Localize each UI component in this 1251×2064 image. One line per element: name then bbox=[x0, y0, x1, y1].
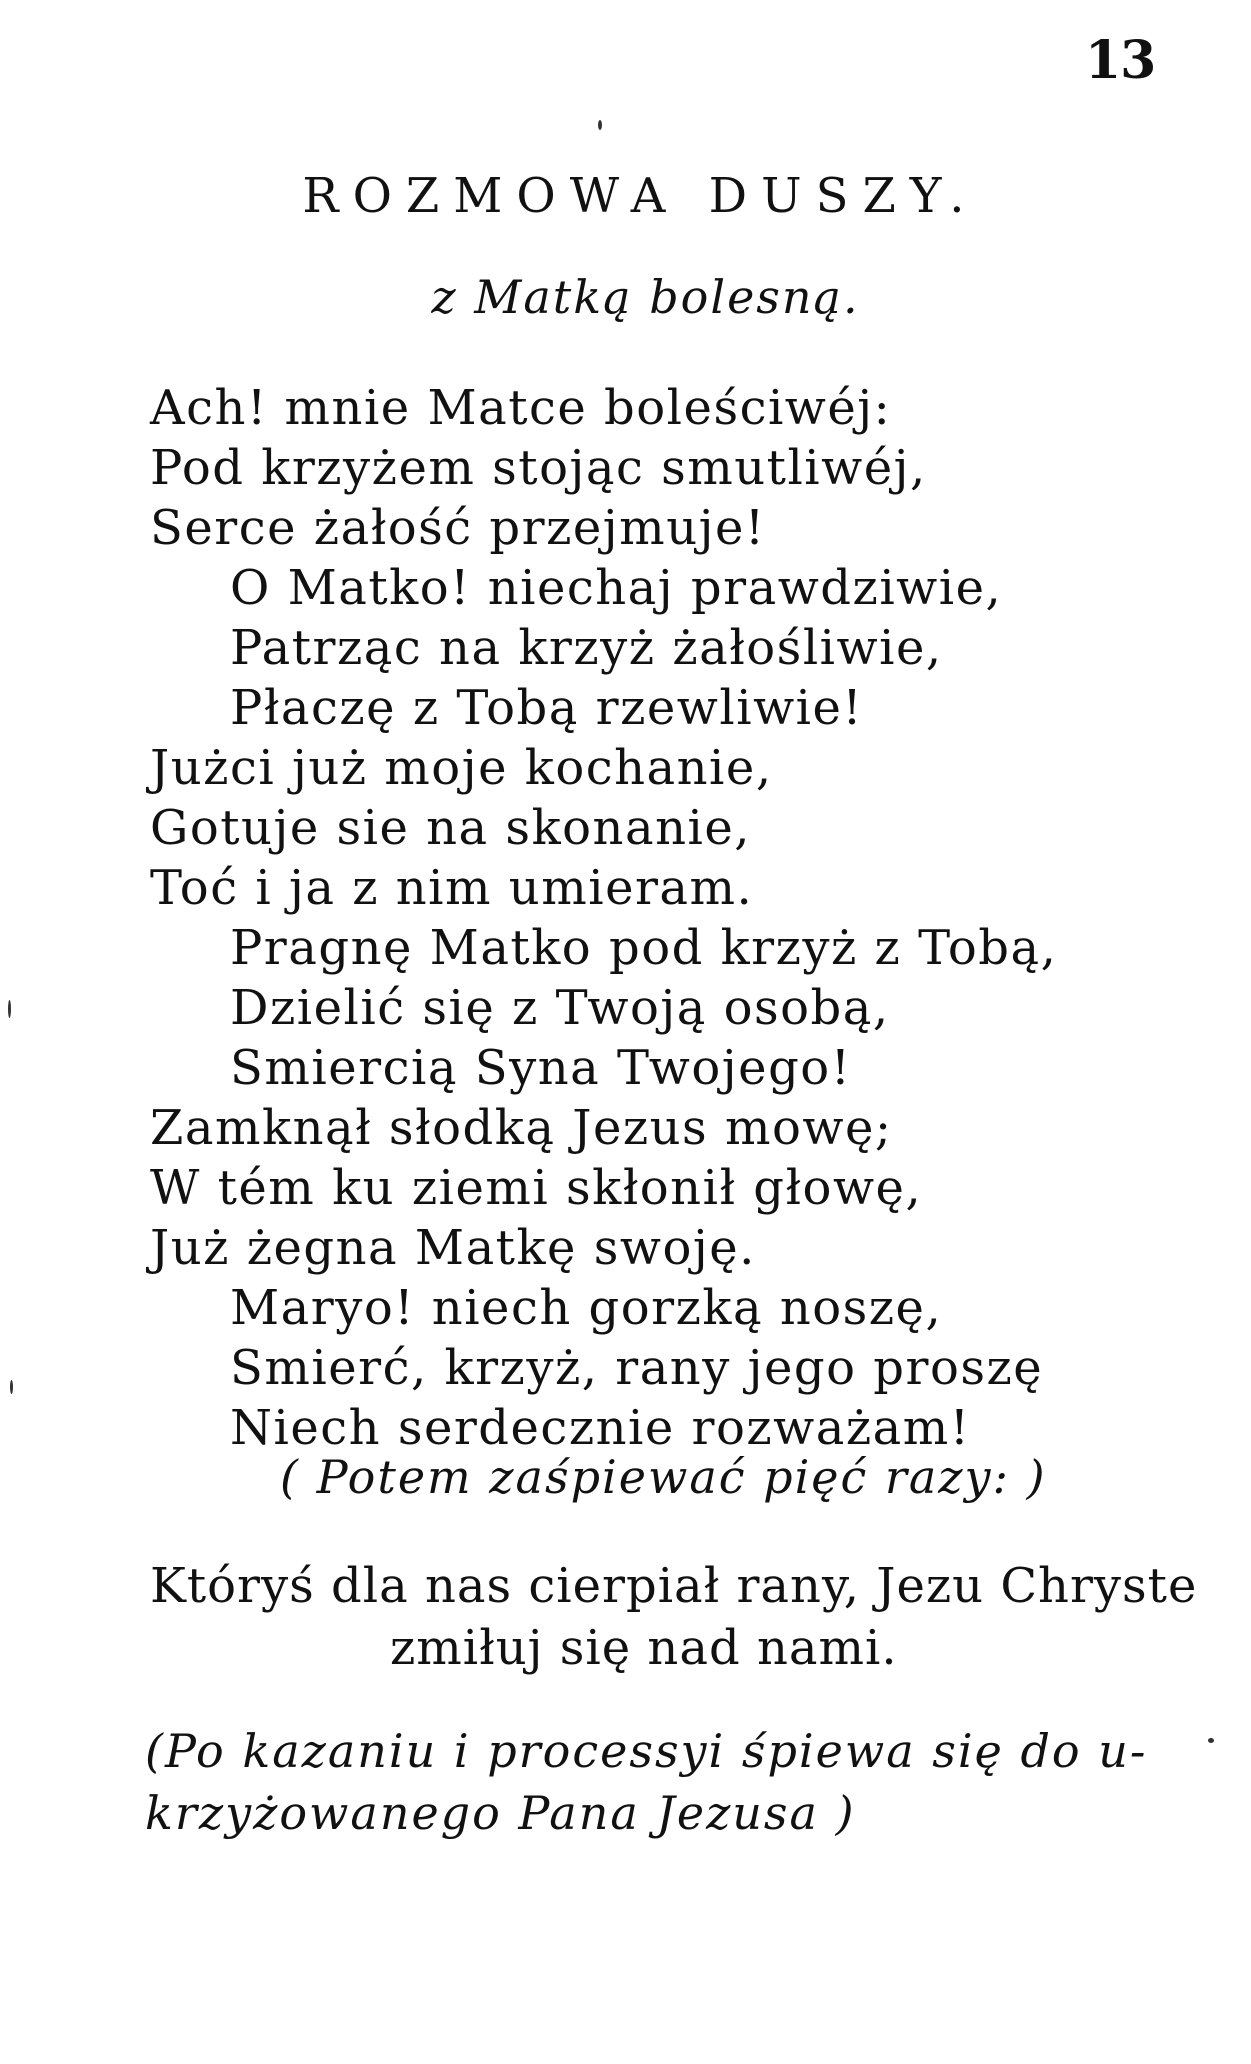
verse-line: Gotuje sie na skonanie, bbox=[150, 800, 752, 856]
verse-line: Zamknął słodką Jezus mowę; bbox=[150, 1100, 893, 1156]
verse-line: O Matko! niechaj prawdziwie, bbox=[230, 560, 1003, 616]
subtitle: z Matką bolesną. bbox=[431, 270, 860, 324]
verse-line: Płaczę z Tobą rzewliwie! bbox=[230, 680, 864, 736]
verse-line: Niech serdecznie rozważam! bbox=[230, 1400, 971, 1456]
verse-line: Smiercią Syna Twojego! bbox=[230, 1040, 852, 1096]
print-speck bbox=[1208, 1738, 1214, 1743]
print-speck bbox=[8, 1000, 11, 1018]
verse-line: Serce żałość przejmuje! bbox=[150, 500, 766, 556]
verse-line: Maryo! niech gorzką noszę, bbox=[230, 1280, 943, 1336]
verse-line: Jużci już moje kochanie, bbox=[150, 740, 773, 796]
verse-line: Dzielić się z Twoją osobą, bbox=[230, 980, 890, 1036]
footer-note bbox=[145, 1720, 1148, 1844]
verse-line: W tém ku ziemi skłonił głowę, bbox=[150, 1160, 923, 1216]
verse-line: Patrząc na krzyż żałośliwie, bbox=[230, 620, 943, 676]
footer-note-line-1: (Po kazaniu i processyi śpiewa się do u- bbox=[145, 1724, 1148, 1778]
verse-line: Pragnę Matko pod krzyż z Tobą, bbox=[230, 920, 1058, 976]
verse-line: Smierć, krzyż, rany jego proszę bbox=[230, 1340, 1044, 1396]
verses bbox=[150, 378, 1210, 1458]
verse-line: Już żegna Matkę swoję. bbox=[150, 1220, 756, 1276]
page-title: ROZMOWA DUSZY. bbox=[302, 168, 979, 224]
verse-line: Toć i ja z nim umieram. bbox=[150, 860, 754, 916]
refrain-line-1: Któryś dla nas cierpiał rany, Jezu Chryste bbox=[150, 1558, 1198, 1614]
refrain bbox=[150, 1555, 1198, 1679]
singing-instruction: ( Potem zaśpiewać pięć razy: ) bbox=[280, 1450, 1047, 1504]
page-number: 13 bbox=[1085, 30, 1156, 91]
print-speck bbox=[10, 1380, 13, 1394]
print-speck bbox=[598, 120, 602, 130]
verse-line: Pod krzyżem stojąc smutliwéj, bbox=[150, 440, 927, 496]
verse-line: Ach! mnie Matce boleściwéj: bbox=[150, 380, 892, 436]
refrain-line-2: zmiłuj się nad nami. bbox=[390, 1620, 898, 1676]
footer-note-line-2: krzyżowanego Pana Jezusa ) bbox=[145, 1786, 856, 1840]
